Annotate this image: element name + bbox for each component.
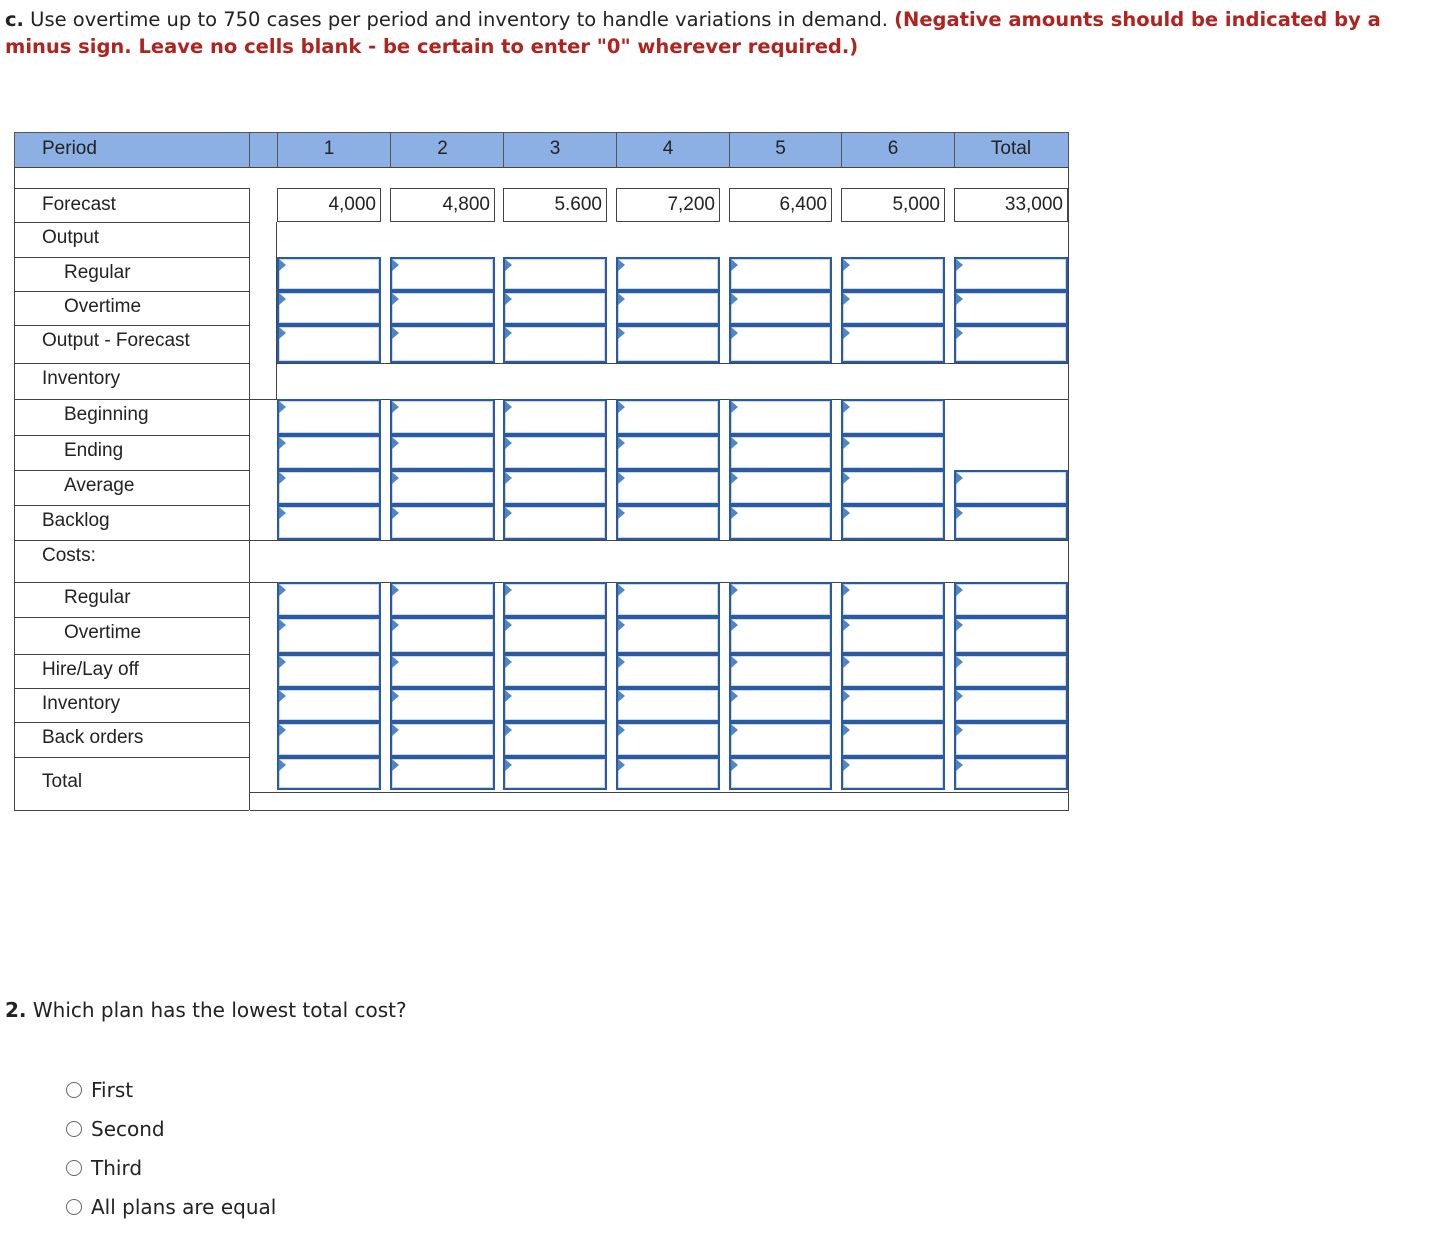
ending-input-3[interactable] <box>503 435 607 470</box>
header-column-6: 6 <box>887 138 899 159</box>
forecast-value-7: 33,000 <box>954 188 1068 222</box>
total-input-2[interactable] <box>390 757 495 790</box>
back-orders-input-6[interactable] <box>841 722 945 757</box>
row-label-regular: Regular <box>64 262 131 283</box>
total-input-6[interactable] <box>841 757 945 790</box>
option-first[interactable] <box>66 1075 133 1105</box>
back-orders-input-5[interactable] <box>729 722 832 757</box>
cost-overtime-input-5[interactable] <box>729 617 832 654</box>
overtime-input-4[interactable] <box>616 291 720 325</box>
regular-input-6[interactable] <box>841 257 945 291</box>
ending-input-1[interactable] <box>277 435 381 470</box>
row-label-backlog: Backlog <box>42 510 110 531</box>
row-label-forecast: Forecast <box>42 194 116 215</box>
backlog-input-6[interactable] <box>841 505 945 540</box>
question-number: 2. <box>5 998 27 1022</box>
radio-button[interactable] <box>66 1160 82 1176</box>
row-label-cost-overtime: Overtime <box>64 622 142 643</box>
beginning-input-1[interactable] <box>277 399 381 435</box>
row-label-cost-regular: Regular <box>64 587 131 608</box>
row-label-cost-inventory: Inventory <box>42 693 121 714</box>
regular-input-2[interactable] <box>390 257 495 291</box>
beginning-input-2[interactable] <box>390 399 495 435</box>
row-label-total: Total <box>42 771 83 792</box>
back-orders-input-total[interactable] <box>954 722 1068 757</box>
overtime-input-total[interactable] <box>954 291 1068 325</box>
cost-regular-input-3[interactable] <box>503 582 607 617</box>
backlog-input-5[interactable] <box>729 505 832 540</box>
cost-inventory-input-5[interactable] <box>729 688 832 722</box>
total-input-1[interactable] <box>277 757 381 790</box>
ending-input-2[interactable] <box>390 435 495 470</box>
regular-input-1[interactable] <box>277 257 381 291</box>
cost-overtime-input-total[interactable] <box>954 617 1068 654</box>
cost-overtime-input-1[interactable] <box>277 617 381 654</box>
backlog-input-4[interactable] <box>616 505 720 540</box>
output-forecast-input-6[interactable] <box>841 325 945 363</box>
radio-button[interactable] <box>66 1199 82 1215</box>
hire-layoff-input-3[interactable] <box>503 654 607 688</box>
ending-input-5[interactable] <box>729 435 832 470</box>
header-column-5: 5 <box>775 138 786 159</box>
radio-button[interactable] <box>66 1082 82 1098</box>
row-label-beginning: Beginning <box>64 404 149 425</box>
overtime-input-2[interactable] <box>390 291 495 325</box>
overtime-input-5[interactable] <box>729 291 832 325</box>
cost-inventory-input-2[interactable] <box>390 688 495 722</box>
back-orders-input-4[interactable] <box>616 722 720 757</box>
regular-input-3[interactable] <box>503 257 607 291</box>
option-label: All plans are equal <box>91 1195 277 1219</box>
header-column-1: 1 <box>323 138 335 159</box>
cost-regular-input-5[interactable] <box>729 582 832 617</box>
row-label-costs: Costs: <box>42 545 96 566</box>
cost-inventory-input-6[interactable] <box>841 688 945 722</box>
hire-layoff-input-6[interactable] <box>841 654 945 688</box>
forecast-value-5: 6,400 <box>729 188 832 222</box>
forecast-value-6: 5,000 <box>841 188 945 222</box>
beginning-input-4[interactable] <box>616 399 720 435</box>
average-input-4[interactable] <box>616 470 720 505</box>
total-input-4[interactable] <box>616 757 720 790</box>
cost-inventory-input-1[interactable] <box>277 688 381 722</box>
average-input-total[interactable] <box>954 470 1068 505</box>
question-2 <box>5 998 407 1022</box>
hire-layoff-input-4[interactable] <box>616 654 720 688</box>
header-column-2: 2 <box>437 138 448 159</box>
backlog-input-total[interactable] <box>954 505 1068 540</box>
hire-layoff-input-2[interactable] <box>390 654 495 688</box>
average-input-2[interactable] <box>390 470 495 505</box>
regular-input-4[interactable] <box>616 257 720 291</box>
overtime-input-6[interactable] <box>841 291 945 325</box>
overtime-input-1[interactable] <box>277 291 381 325</box>
cost-overtime-input-4[interactable] <box>616 617 720 654</box>
average-input-6[interactable] <box>841 470 945 505</box>
total-input-total[interactable] <box>954 757 1068 790</box>
row-label-output: Output <box>42 227 100 248</box>
row-label-inventory: Inventory <box>42 368 121 389</box>
row-label-average: Average <box>64 475 135 496</box>
cost-regular-input-total[interactable] <box>954 582 1068 617</box>
total-input-3[interactable] <box>503 757 607 790</box>
total-input-5[interactable] <box>729 757 832 790</box>
output-forecast-input-5[interactable] <box>729 325 832 363</box>
option-label: First <box>91 1078 134 1102</box>
part-label: c. <box>5 8 24 31</box>
average-input-3[interactable] <box>503 470 607 505</box>
cost-overtime-input-3[interactable] <box>503 617 607 654</box>
back-orders-input-2[interactable] <box>390 722 495 757</box>
row-label-output-forecast: Output - Forecast <box>42 330 190 351</box>
ending-input-6[interactable] <box>841 435 945 470</box>
row-label-hire-layoff: Hire/Lay off <box>42 659 139 680</box>
cost-overtime-input-2[interactable] <box>390 617 495 654</box>
backlog-input-3[interactable] <box>503 505 607 540</box>
option-all-plans-are-equal[interactable] <box>66 1192 276 1222</box>
output-forecast-input-1[interactable] <box>277 325 381 363</box>
row-label-ending: Ending <box>64 440 124 461</box>
beginning-input-6[interactable] <box>841 399 945 435</box>
option-label: Third <box>91 1156 143 1180</box>
forecast-value-2: 4,800 <box>390 188 495 222</box>
cost-regular-input-6[interactable] <box>841 582 945 617</box>
cost-inventory-input-3[interactable] <box>503 688 607 722</box>
output-forecast-input-2[interactable] <box>390 325 495 363</box>
forecast-value-4: 7,200 <box>616 188 720 222</box>
back-orders-input-3[interactable] <box>503 722 607 757</box>
output-forecast-input-total[interactable] <box>954 325 1068 363</box>
hire-layoff-input-1[interactable] <box>277 654 381 688</box>
average-input-5[interactable] <box>729 470 832 505</box>
average-input-1[interactable] <box>277 470 381 505</box>
regular-input-5[interactable] <box>729 257 832 291</box>
ending-input-4[interactable] <box>616 435 720 470</box>
forecast-value-1: 4,000 <box>277 188 381 222</box>
header-column-7: Total <box>990 138 1032 159</box>
instructions-warning: (Negative amounts should be indicated by a minus sign. Leave no cells blank - be certain to enter "0" wherever required.) <box>5 8 1381 58</box>
row-label-overtime: Overtime <box>64 296 142 317</box>
question-text: Which plan has the lowest total cost? <box>26 998 407 1022</box>
header-column-3: 3 <box>549 138 561 159</box>
header-period-label: Period <box>42 138 97 159</box>
regular-input-total[interactable] <box>954 257 1068 291</box>
output-forecast-input-4[interactable] <box>616 325 720 363</box>
backlog-input-2[interactable] <box>390 505 495 540</box>
overtime-input-3[interactable] <box>503 291 607 325</box>
cost-inventory-input-4[interactable] <box>616 688 720 722</box>
output-forecast-input-3[interactable] <box>503 325 607 363</box>
option-label: Second <box>91 1117 165 1141</box>
forecast-value-3: 5.600 <box>503 188 607 222</box>
cost-regular-input-1[interactable] <box>277 582 381 617</box>
instructions-text: Use overtime up to 750 cases per period and inventory to handle variations in demand. <box>23 8 895 31</box>
beginning-input-3[interactable] <box>503 399 607 435</box>
row-label-back-orders: Back orders <box>42 727 144 748</box>
cost-inventory-input-total[interactable] <box>954 688 1068 722</box>
option-second[interactable] <box>66 1114 165 1144</box>
cost-regular-input-4[interactable] <box>616 582 720 617</box>
back-orders-input-1[interactable] <box>277 722 381 757</box>
cost-regular-input-2[interactable] <box>390 582 495 617</box>
cost-overtime-input-6[interactable] <box>841 617 945 654</box>
hire-layoff-input-total[interactable] <box>954 654 1068 688</box>
beginning-input-5[interactable] <box>729 399 832 435</box>
backlog-input-1[interactable] <box>277 505 381 540</box>
option-third[interactable] <box>66 1153 142 1183</box>
header-column-4: 4 <box>662 138 674 159</box>
hire-layoff-input-5[interactable] <box>729 654 832 688</box>
radio-button[interactable] <box>66 1121 82 1137</box>
